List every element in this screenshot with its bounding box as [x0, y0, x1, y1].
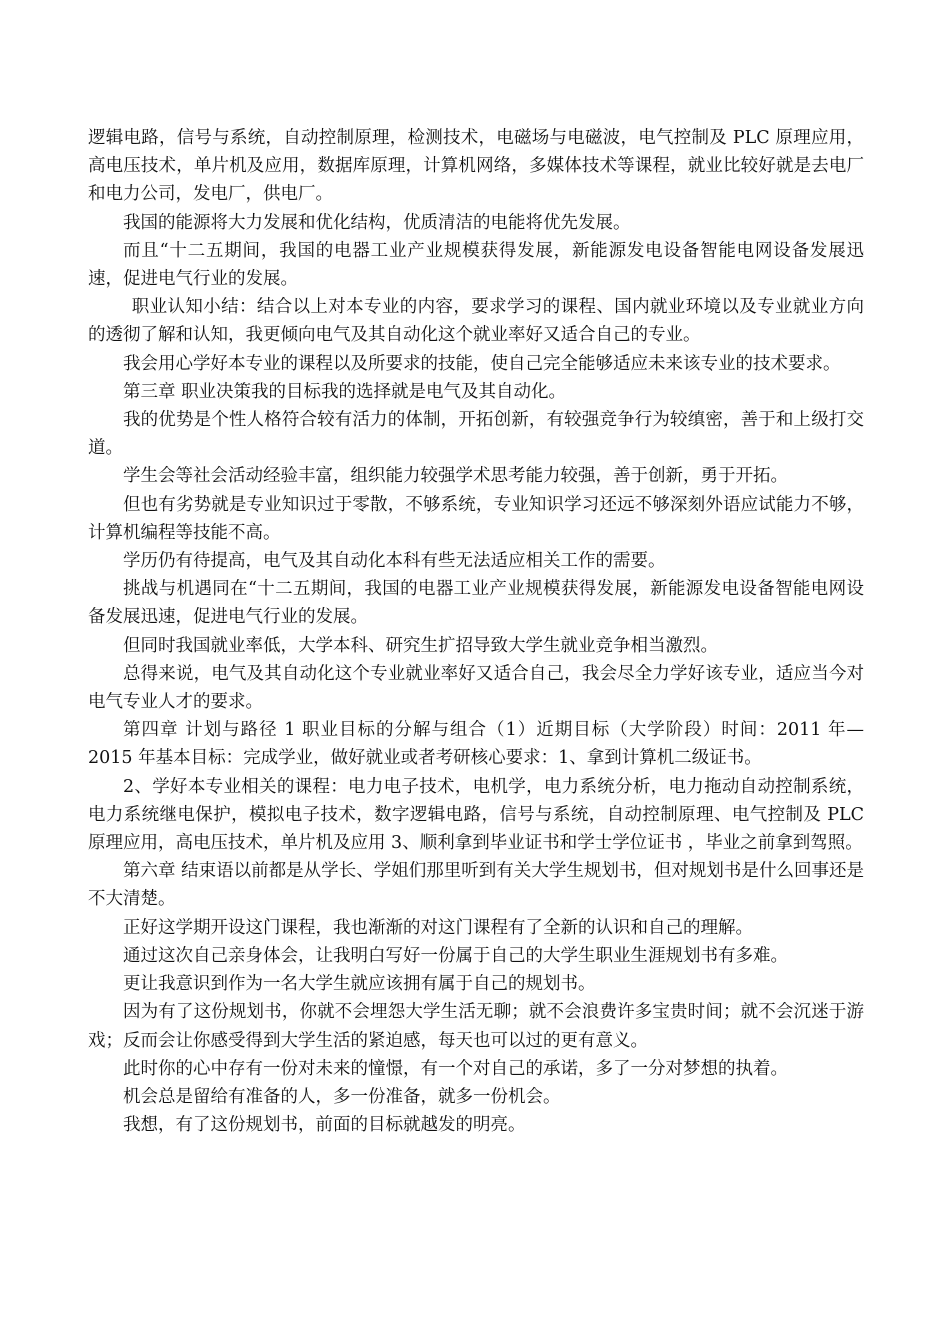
paragraph: 我的优势是个性人格符合较有活力的体制，开拓创新，有较强竞争行为较缜密，善于和上级打交道。: [88, 410, 864, 459]
paragraph: 通过这次自己亲身体会，让我明白写好一份属于自己的大学生职业生涯规划书有多难。: [123, 945, 788, 966]
paragraph: 但同时我国就业率低，大学本科、研究生扩招导致大学生就业竞争相当激烈。: [123, 635, 718, 656]
paragraph: 挑战与机遇同在“十二五期间，我国的电器工业产业规模获得发展，新能源发电设备智能电网设备发展迅速，促进电气行业的发展。: [88, 579, 864, 628]
paragraph: 而且“十二五期间，我国的电器工业产业规模获得发展，新能源发电设备智能电网设备发展迅速，促进电气行业的发展。: [88, 240, 864, 290]
chapter-heading-paragraph: 第三章 职业决策我的目标我的选择就是电气及其自动化。: [123, 381, 567, 402]
paragraph: 总得来说，电气及其自动化这个专业就业率好又适合自己，我会尽全力学好该专业，适应当今对电气专业人才的要求。: [88, 663, 864, 713]
paragraph: 我会用心学好本专业的课程以及所要求的技能，使自己完全能够适应未来该专业的技术要求。: [123, 353, 841, 374]
paragraph: 我国的能源将大力发展和优化结构，优质清洁的电能将优先发展。: [123, 212, 631, 233]
document-body: [88, 124, 864, 1139]
paragraph: 职业认知小结：结合以上对本专业的内容，要求学习的课程、国内就业环境以及专业就业方向的透彻了解和认知，我更倾向电气及其自动化这个就业率好又适合自己的专业。: [88, 297, 864, 346]
chapter-heading-paragraph: 第四章 计划与路径 1 职业目标的分解与组合（1）近期目标（大学阶段）时间：2011 年—2015 年基本目标：完成学业，做好就业或者考研核心要求：1、拿到计算机二级证书。: [88, 720, 864, 769]
paragraph: 更让我意识到作为一名大学生就应该拥有属于自己的规划书。: [123, 974, 596, 995]
paragraph: 因为有了这份规划书，你就不会埋怨大学生活无聊；就不会浪费许多宝贵时间；就不会沉迷于游戏；反而会让你感受得到大学生活的紧迫感，每天也可以过的更有意义。: [88, 1002, 864, 1051]
paragraph: 机会总是留给有准备的人，多一份准备，就多一份机会。: [123, 1086, 561, 1107]
paragraph: 正好这学期开设这门课程，我也渐渐的对这门课程有了全新的认识和自己的理解。: [123, 917, 753, 938]
paragraph: 我想，有了这份规划书，前面的目标就越发的明亮。: [123, 1115, 526, 1136]
paragraph: 此时你的心中存有一份对未来的憧憬，有一个对自己的承诺，多了一分对梦想的执着。: [123, 1058, 788, 1079]
chapter-heading-paragraph: 第六章 结束语以前都是从学长、学姐们那里听到有关大学生规划书，但对规划书是什么回事还是不大清楚。: [88, 861, 864, 910]
paragraph: 逻辑电路，信号与系统，自动控制原理，检测技术，电磁场与电磁波，电气控制及 PLC 原理应用，高电压技术，单片机及应用，数据库原理，计算机网络，多媒体技术等课程，就业比较好就是去电厂和电力公司，发电厂，供电厂。: [88, 128, 864, 205]
paragraph: 2、学好本专业相关的课程：电力电子技术，电机学，电力系统分析，电力拖动自动控制系统，电力系统继电保护，模拟电子技术，数字逻辑电路，信号与系统，自动控制原理、电气控制及 PLC 原理应用，高电压技术，单片机及应用 3、顺利拿到毕业证书和学士学位证书 ，毕业之前拿到驾照。: [88, 776, 864, 854]
paragraph: 学生会等社会活动经验丰富，组织能力较强学术思考能力较强，善于创新，勇于开拓。: [123, 466, 788, 487]
paragraph: 但也有劣势就是专业知识过于零散，不够系统，专业知识学习还远不够深刻外语应试能力不够，计算机编程等技能不高。: [88, 494, 864, 543]
paragraph: 学历仍有待提高，电气及其自动化本科有些无法适应相关工作的需要。: [123, 551, 666, 572]
